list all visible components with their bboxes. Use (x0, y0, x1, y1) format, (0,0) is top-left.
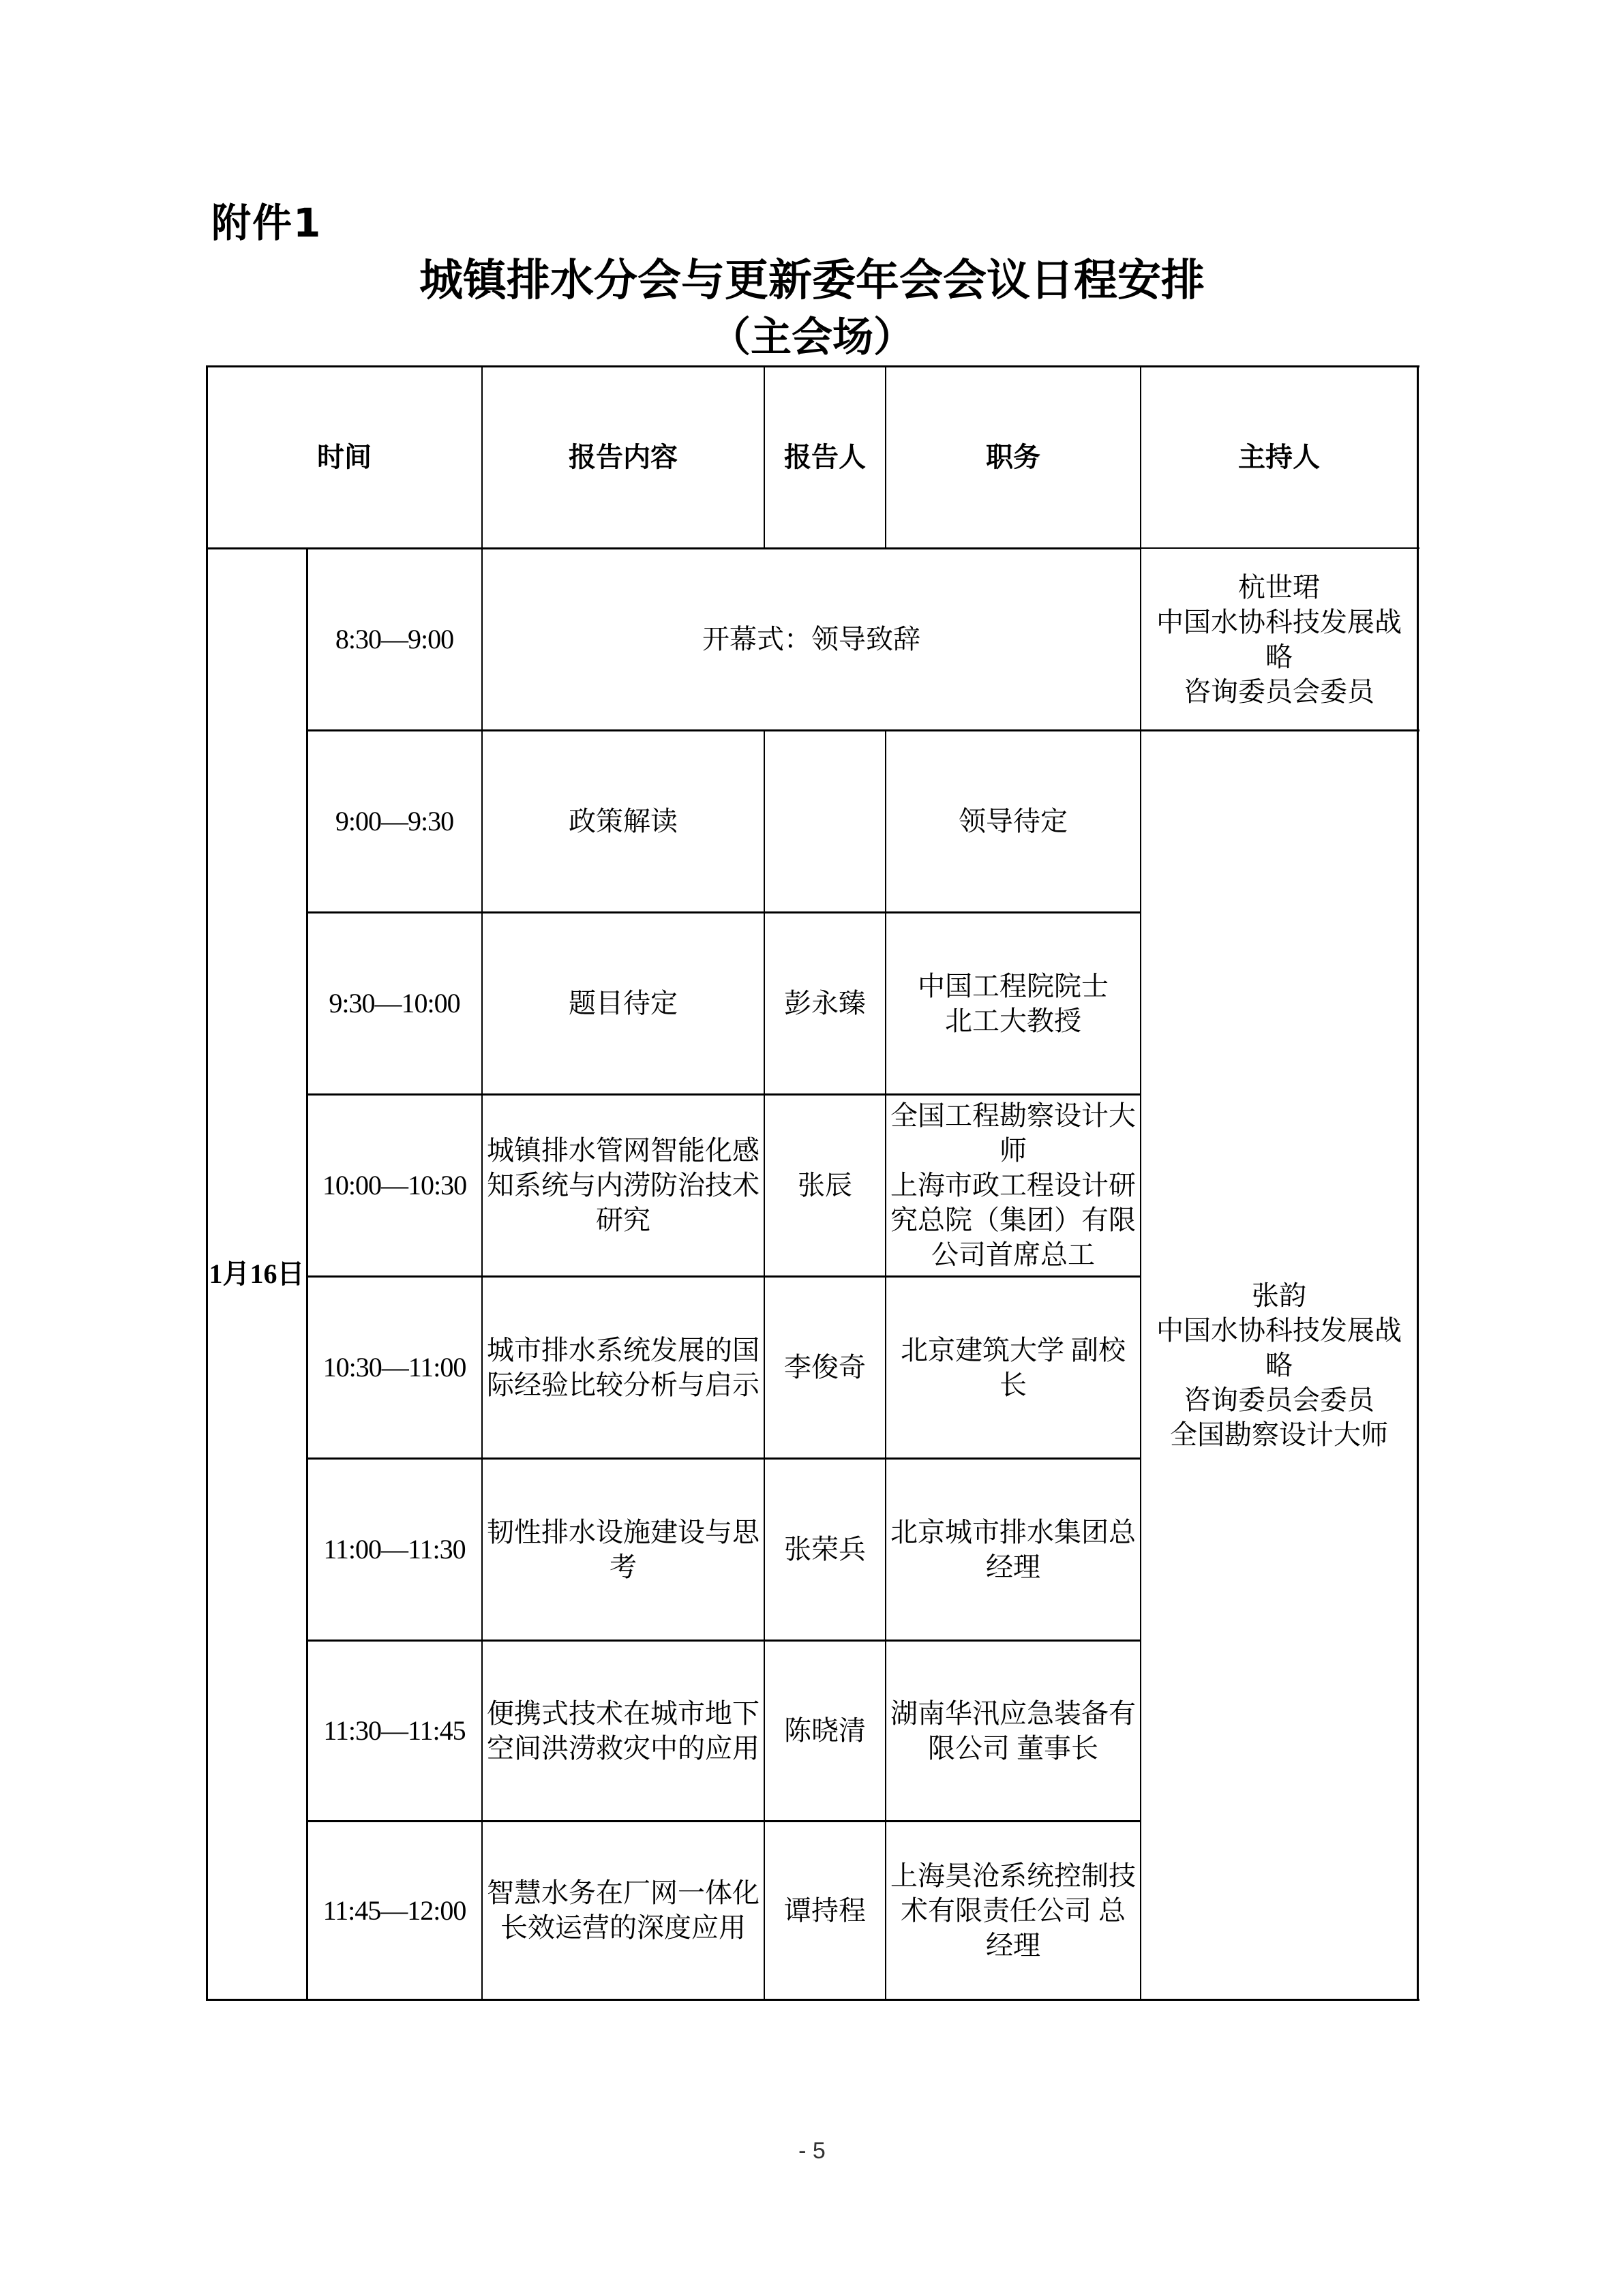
session-position: 领导待定 (959, 806, 1068, 836)
session-speaker: 谭持程 (784, 1894, 866, 1926)
row-divider (307, 1093, 1141, 1096)
column-divider (885, 730, 886, 2001)
column-divider (306, 548, 308, 2001)
session-position: 北京城市排水集团总经理 (890, 1516, 1136, 1582)
row-divider (307, 1820, 1141, 1822)
table-border-top (207, 365, 1419, 367)
column-header-speaker: 报告人 (784, 442, 866, 472)
row-divider (307, 729, 1419, 731)
column-divider (481, 365, 483, 2001)
session-content: 政策解读 (569, 806, 678, 836)
position-line: 全国工程勘察设计大师 (890, 1100, 1136, 1166)
document-title: 城镇排水分会与更新委年会会议日程安排 (419, 256, 1205, 306)
column-header-host: 主持人 (1238, 442, 1320, 472)
document-subtitle: （主会场） (710, 314, 914, 361)
column-divider (764, 365, 765, 548)
host-title-line: 咨询委员会委员 (1184, 1384, 1374, 1415)
session-time: 11:00—11:30 (323, 1534, 466, 1565)
column-header-time: 时间 (317, 442, 372, 472)
row-divider (307, 911, 1141, 913)
header-divider (207, 547, 1141, 549)
session-speaker (764, 730, 886, 912)
column-divider (885, 365, 886, 548)
session-content: 题目待定 (569, 988, 678, 1018)
session-time: 11:30—11:45 (323, 1715, 466, 1746)
column-divider (1140, 365, 1141, 2001)
session-content: 便携式技术在城市地下空间洪涝救灾中的应用 (487, 1697, 760, 1764)
position-line: 上海市政工程设计研究总院（集团）有限公司首席总工 (890, 1170, 1136, 1270)
session-content: 韧性排水设施建设与思考 (487, 1516, 760, 1582)
session-position (886, 1094, 1141, 1276)
host-title-line: 中国水协科技发展战略 (1156, 606, 1402, 672)
host-cell (1141, 730, 1417, 1999)
session-content: 城市排水系统发展的国际经验比较分析与启示 (487, 1334, 760, 1400)
column-divider (764, 730, 765, 2001)
row-divider (307, 1640, 1141, 1642)
session-speaker: 彭永臻 (784, 988, 866, 1018)
host-name: 张韵 (1252, 1280, 1306, 1311)
session-content: 开幕式：领导致辞 (702, 624, 920, 654)
position-line: 中国工程院院士 (918, 970, 1109, 1001)
session-time: 8:30—9:00 (335, 624, 454, 654)
header-divider (1141, 547, 1419, 549)
table-border-left (206, 365, 208, 2001)
host-name: 杭世珺 (1238, 571, 1320, 603)
session-time: 11:45—12:00 (322, 1894, 466, 1926)
session-content: 智慧水务在厂网一体化长效运营的深度应用 (487, 1877, 760, 1943)
row-divider (307, 1275, 1141, 1278)
session-content: 城镇排水管网智能化感知系统与内涝防治技术研究 (487, 1135, 760, 1235)
session-position (886, 912, 1141, 1094)
session-speaker: 张辰 (798, 1170, 852, 1200)
table-border-right (1417, 365, 1419, 2001)
session-position: 北京建筑大学 副校长 (901, 1334, 1126, 1400)
session-time: 10:30—11:00 (322, 1352, 466, 1383)
session-position: 湖南华汛应急装备有限公司 董事长 (890, 1697, 1136, 1764)
session-time: 9:00—9:30 (335, 806, 454, 836)
day-label: 1月16日 (209, 1258, 305, 1289)
attachment-label: 附件1 (211, 200, 322, 246)
host-title-line: 咨询委员会委员 (1184, 676, 1374, 707)
column-header-content: 报告内容 (569, 442, 678, 472)
session-speaker: 张荣兵 (784, 1534, 866, 1565)
session-speaker: 李俊奇 (784, 1352, 866, 1383)
session-time: 9:30—10:00 (329, 988, 460, 1018)
table-border-bottom (207, 1999, 1419, 2001)
host-title-line: 全国勘察设计大师 (1170, 1419, 1388, 1450)
session-time: 10:00—10:30 (322, 1170, 467, 1200)
position-line: 北工大教授 (945, 1005, 1081, 1036)
session-position: 上海昊沧系统控制技术有限责任公司 总经理 (890, 1860, 1136, 1961)
session-speaker: 陈晓清 (784, 1715, 866, 1746)
page-number: - 5 (798, 2138, 826, 2164)
host-cell (1141, 548, 1417, 730)
row-divider (307, 1457, 1141, 1460)
column-header-position: 职务 (986, 442, 1040, 472)
host-title-line: 中国水协科技发展战略 (1156, 1314, 1402, 1380)
